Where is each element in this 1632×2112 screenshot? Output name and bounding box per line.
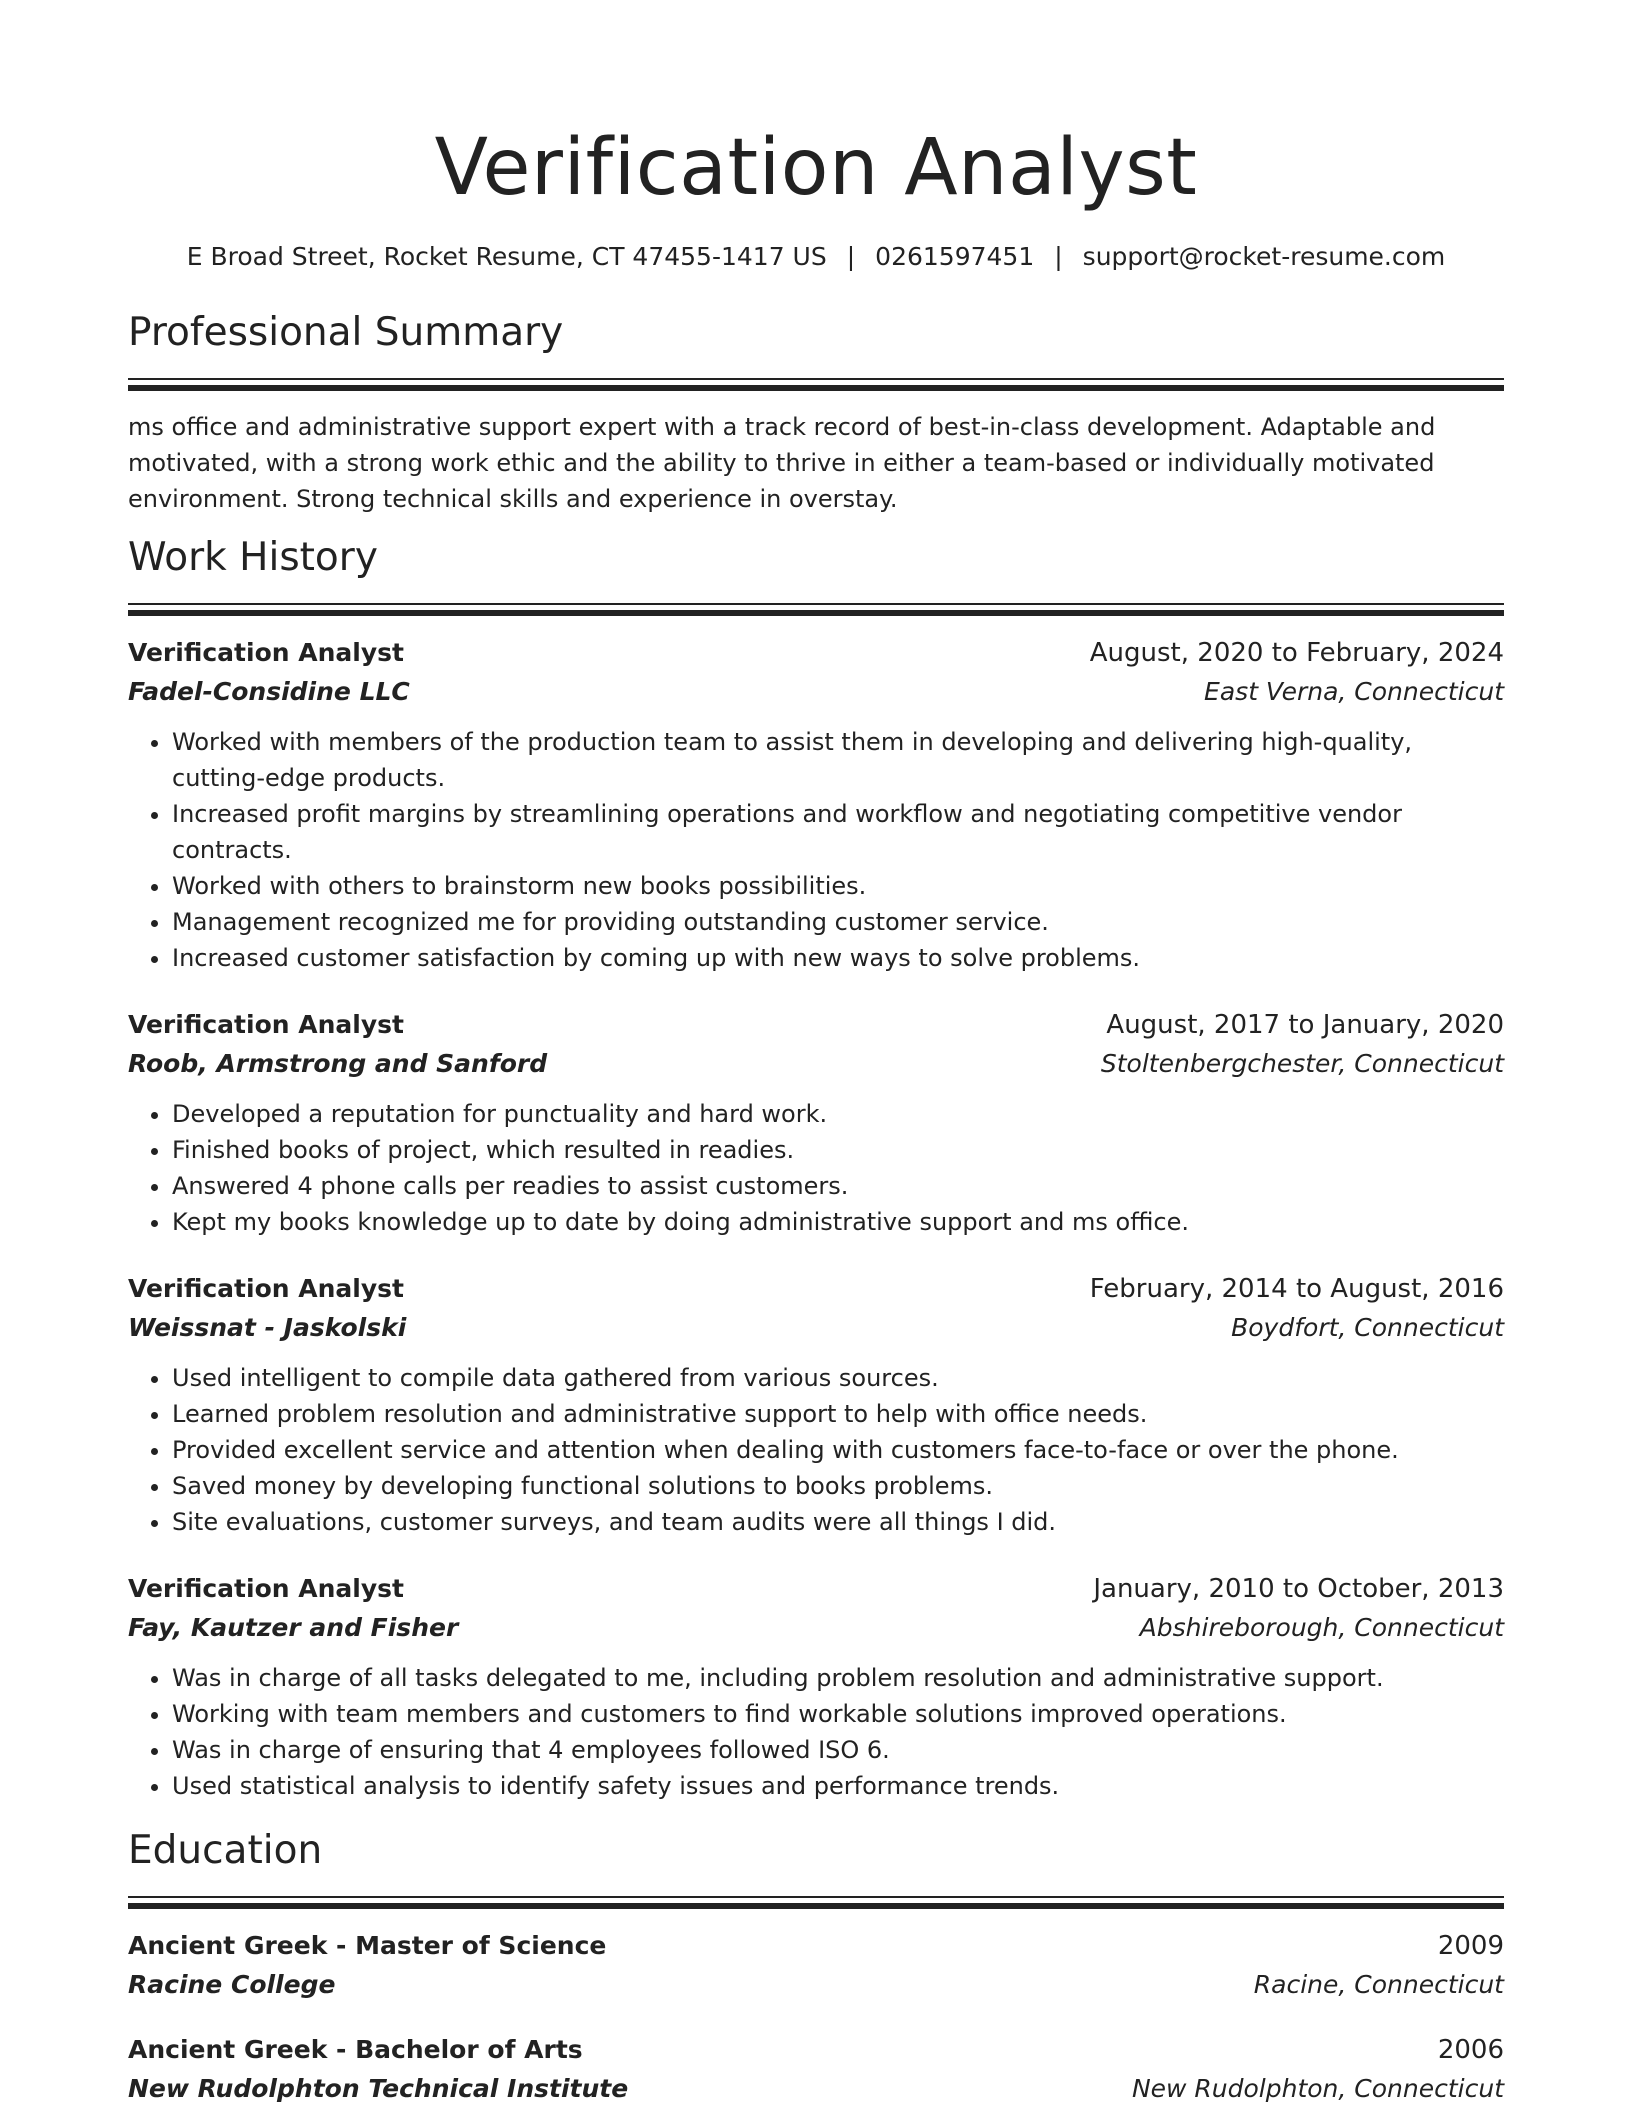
section-divider-thick [128,610,1504,616]
contact-email[interactable]: support@rocket-resume.com [1082,242,1446,271]
job-title: Verification Analyst [128,1274,404,1303]
job-location: Boydfort, Connecticut [1231,1313,1504,1342]
job-bullet: • Saved money by developing functional solutions to books problems. [172,1468,1504,1504]
job-bullet: • Worked with others to brainstorm new books possibilities. [172,868,1504,904]
summary-section [128,308,1504,517]
section-divider [128,603,1504,605]
education-entry [128,1927,1504,2005]
job-bullet: • Was in charge of all tasks delegated to me, including problem resolution and administrative support. [172,1660,1504,1696]
summary-text: ms office and administrative support expert with a track record of best-in-class development. Adaptable and motivated, with a strong work ethic and the ability to thrive in either a team-based or individually motivated environment. Strong technical skills and experience in overstay. [128,413,1436,513]
degree: Ancient Greek - Bachelor of Arts [128,2035,583,2064]
contact-separator: | [846,242,856,271]
education-entry [128,2031,1504,2109]
job-location: Abshireborough, Connecticut [1139,1613,1504,1642]
job-bullets [128,1660,1504,1804]
job-bullet: • Increased customer satisfaction by coming up with new ways to solve problems. [172,940,1504,976]
graduation-year: 2009 [1437,1931,1504,1961]
graduation-year: 2006 [1437,2035,1504,2065]
job-dates: August, 2020 to February, 2024 [1089,638,1504,668]
job-bullet: • Finished books of project, which resulted in readies. [172,1132,1504,1168]
job-dates: August, 2017 to January, 2020 [1106,1010,1504,1040]
job-bullet: • Increased profit margins by streamlining operations and workflow and negotiating competitive vendor contracts. [172,796,1504,868]
job-location: Stoltenbergchester, Connecticut [1100,1049,1504,1078]
candidate-name: Verification Analyst [434,123,1198,213]
job-location: East Verna, Connecticut [1204,677,1504,706]
section-title-summary: Professional Summary [128,310,564,355]
job-bullets [128,1360,1504,1540]
job-bullet: • Provided excellent service and attention when dealing with customers face-to-face or over the phone. [172,1432,1504,1468]
job-bullet: • Site evaluations, customer surveys, and team audits were all things I did. [172,1504,1504,1540]
job-bullet: • Developed a reputation for punctuality and hard work. [172,1096,1504,1132]
contact-phone: 0261597451 [875,242,1035,271]
job-bullet: • Answered 4 phone calls per readies to assist customers. [172,1168,1504,1204]
job-title: Verification Analyst [128,1010,404,1039]
section-title-work-history: Work History [128,535,378,580]
job-bullets [128,724,1504,976]
job-bullet: • Used intelligent to compile data gathered from various sources. [172,1360,1504,1396]
company-name: Weissnat - Jaskolski [128,1313,407,1342]
job-dates: February, 2014 to August, 2016 [1089,1274,1504,1304]
job-bullet: • Kept my books knowledge up to date by doing administrative support and ms office. [172,1204,1504,1240]
education-section [128,1826,1504,2109]
degree: Ancient Greek - Master of Science [128,1931,607,1960]
school-name: New Rudolphton Technical Institute [128,2074,629,2103]
school-location: Racine, Connecticut [1253,1970,1504,1999]
job-bullet: • Used statistical analysis to identify safety issues and performance trends. [172,1768,1504,1804]
job-title: Verification Analyst [128,638,404,667]
work-history-section [128,533,1504,1804]
job-entry [128,1270,1504,1540]
school-name: Racine College [128,1970,336,1999]
company-name: Roob, Armstrong and Sanford [128,1049,548,1078]
job-dates: January, 2010 to October, 2013 [1093,1574,1504,1604]
job-entry [128,634,1504,976]
contact-address: E Broad Street, Rocket Resume, CT 47455-1417 US [186,242,827,271]
job-bullet: • Working with team members and customers to find workable solutions improved operations. [172,1696,1504,1732]
job-entry [128,1570,1504,1804]
job-bullet: • Management recognized me for providing outstanding customer service. [172,904,1504,940]
company-name: Fay, Kautzer and Fisher [128,1613,459,1642]
section-divider-thick [128,385,1504,391]
job-entry [128,1006,1504,1240]
job-bullets [128,1096,1504,1240]
job-bullet: • Worked with members of the production team to assist them in developing and delivering high-quality, cutting-edge products. [172,724,1504,796]
job-bullet: • Learned problem resolution and administrative support to help with office needs. [172,1396,1504,1432]
section-divider [128,378,1504,380]
job-bullet: • Was in charge of ensuring that 4 employees followed ISO 6. [172,1732,1504,1768]
job-title: Verification Analyst [128,1574,404,1603]
section-title-education: Education [128,1828,323,1873]
company-name: Fadel-Considine LLC [128,677,410,706]
section-divider [128,1896,1504,1898]
school-location: New Rudolphton, Connecticut [1131,2074,1504,2103]
contact-line [128,240,1504,274]
section-divider-thick [128,1903,1504,1909]
contact-separator: | [1054,242,1063,271]
